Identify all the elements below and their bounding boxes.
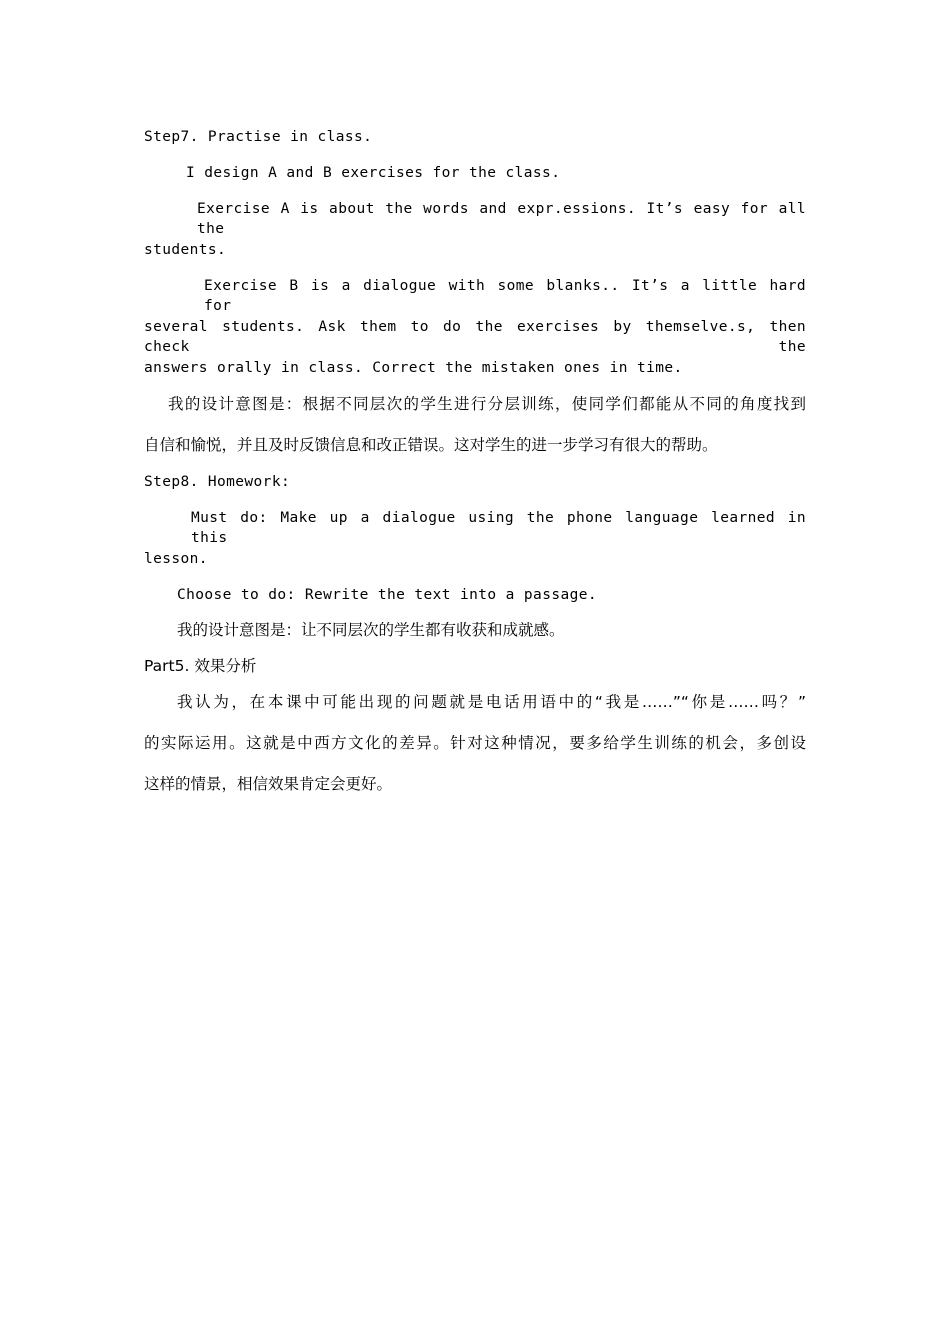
must-do-line-2: lesson. [144,551,208,567]
exercise-b-line-2: several students. Ask them to do the exercises by themselve.s, then check the [144,319,806,355]
exercise-b-line-3: answers orally in class. Correct the mistaken ones in time. [144,360,683,376]
exercise-a-line-1: Exercise A is about the words and expr.essions. It’s easy for all the [197,201,806,237]
exercise-b-line-1: Exercise B is a dialogue with some blanks.. It’s a little hard for [204,278,806,314]
design-intent-1-line-1: 我的设计意图是：根据不同层次的学生进行分层训练，使同学们都能从不同的角度找到 [168,395,806,413]
step7-title: Step7. Practise in class. [144,129,373,145]
step7-intro: I design A and B exercises for the class. [186,165,561,181]
must-do-line-1: Must do: Make up a dialogue using the phone language learned in this [191,510,806,546]
exercise-a-line-2: students. [144,242,227,258]
analysis-line-3: 这样的情景，相信效果肯定会更好。 [144,775,393,793]
analysis-line-2: 的实际运用。这就是中西方文化的差异。针对这种情况，要多给学生训练的机会，多创设 [144,734,806,752]
design-intent-1-line-2: 自信和愉悦，并且及时反馈信息和改正错误。这对学生的进一步学习有很大的帮助。 [144,436,718,454]
step8-title: Step8. Homework: [144,474,291,490]
part5-title: Part5. 效果分析 [144,657,257,675]
analysis-line-1: 我认为，在本课中可能出现的问题就是电话用语中的“我是……”“你是……吗？” [177,693,806,711]
choose-to-do: Choose to do: Rewrite the text into a passage. [177,587,597,603]
design-intent-2: 我的设计意图是：让不同层次的学生都有收获和成就感。 [177,621,565,639]
